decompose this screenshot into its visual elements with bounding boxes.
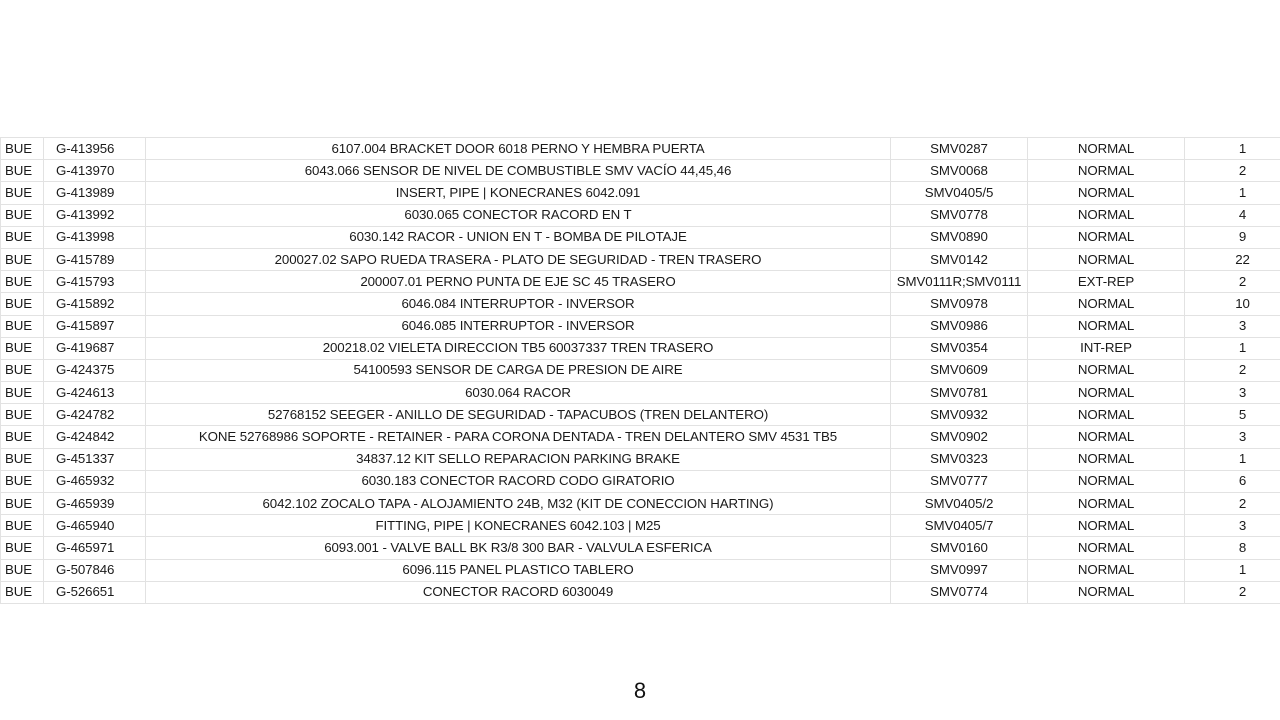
reference-cell: SMV0068 (891, 160, 1028, 182)
item-code-cell: G-424782 (44, 404, 146, 426)
table-row (1, 448, 1280, 470)
description-cell: 200218.02 VIELETA DIRECCION TB5 60037337 TREN TRASERO (146, 337, 891, 359)
quantity-cell: 2 (1185, 581, 1280, 603)
item-code-cell: G-415897 (44, 315, 146, 337)
description-cell: 6093.001 - VALVE BALL BK R3/8 300 BAR - VALVULA ESFERICA (146, 537, 891, 559)
type-cell: EXT-REP (1028, 271, 1185, 293)
branch-cell: BUE (1, 226, 44, 248)
branch-cell: BUE (1, 182, 44, 204)
type-cell: NORMAL (1028, 182, 1185, 204)
type-cell: NORMAL (1028, 204, 1185, 226)
reference-cell: SMV0354 (891, 337, 1028, 359)
quantity-cell: 22 (1185, 248, 1280, 270)
branch-cell: BUE (1, 248, 44, 270)
type-cell: NORMAL (1028, 581, 1185, 603)
type-cell: NORMAL (1028, 537, 1185, 559)
branch-cell: BUE (1, 293, 44, 315)
description-cell: INSERT, PIPE | KONECRANES 6042.091 (146, 182, 891, 204)
item-code-cell: G-465932 (44, 470, 146, 492)
page-number: 8 (633, 678, 647, 703)
reference-cell: SMV0287 (891, 138, 1028, 160)
branch-cell: BUE (1, 337, 44, 359)
reference-cell: SMV0778 (891, 204, 1028, 226)
description-cell: KONE 52768986 SOPORTE - RETAINER - PARA CORONA DENTADA - TREN DELANTERO SMV 4531 TB5 (146, 426, 891, 448)
table-row (1, 382, 1280, 404)
branch-cell: BUE (1, 537, 44, 559)
item-code-cell: G-465971 (44, 537, 146, 559)
branch-cell: BUE (1, 493, 44, 515)
description-cell: 52768152 SEEGER - ANILLO DE SEGURIDAD - TAPACUBOS (TREN DELANTERO) (146, 404, 891, 426)
table-row (1, 515, 1280, 537)
type-cell: NORMAL (1028, 293, 1185, 315)
type-cell: NORMAL (1028, 404, 1185, 426)
type-cell: NORMAL (1028, 426, 1185, 448)
branch-cell: BUE (1, 426, 44, 448)
type-cell: NORMAL (1028, 160, 1185, 182)
branch-cell: BUE (1, 160, 44, 182)
quantity-cell: 3 (1185, 382, 1280, 404)
quantity-cell: 4 (1185, 204, 1280, 226)
table-row (1, 470, 1280, 492)
item-code-cell: G-424613 (44, 382, 146, 404)
description-cell: 6030.065 CONECTOR RACORD EN T (146, 204, 891, 226)
quantity-cell: 2 (1185, 493, 1280, 515)
description-cell: 34837.12 KIT SELLO REPARACION PARKING BRAKE (146, 448, 891, 470)
branch-cell: BUE (1, 404, 44, 426)
branch-cell: BUE (1, 359, 44, 381)
quantity-cell: 2 (1185, 271, 1280, 293)
reference-cell: SMV0405/7 (891, 515, 1028, 537)
item-code-cell: G-465939 (44, 493, 146, 515)
parts-table (0, 137, 1280, 604)
quantity-cell: 1 (1185, 448, 1280, 470)
description-cell: 6042.102 ZOCALO TAPA - ALOJAMIENTO 24B, M32 (KIT DE CONECCION HARTING) (146, 493, 891, 515)
reference-cell: SMV0323 (891, 448, 1028, 470)
item-code-cell: G-419687 (44, 337, 146, 359)
table-row (1, 182, 1280, 204)
reference-cell: SMV0997 (891, 559, 1028, 581)
table-row (1, 315, 1280, 337)
branch-cell: BUE (1, 382, 44, 404)
reference-cell: SMV0405/5 (891, 182, 1028, 204)
type-cell: NORMAL (1028, 359, 1185, 381)
description-cell: 200007.01 PERNO PUNTA DE EJE SC 45 TRASERO (146, 271, 891, 293)
quantity-cell: 3 (1185, 426, 1280, 448)
branch-cell: BUE (1, 138, 44, 160)
quantity-cell: 1 (1185, 182, 1280, 204)
quantity-cell: 3 (1185, 515, 1280, 537)
type-cell: NORMAL (1028, 448, 1185, 470)
table-row (1, 559, 1280, 581)
description-cell: FITTING, PIPE | KONECRANES 6042.103 | M25 (146, 515, 891, 537)
item-code-cell: G-424842 (44, 426, 146, 448)
branch-cell: BUE (1, 581, 44, 603)
quantity-cell: 6 (1185, 470, 1280, 492)
table-row (1, 404, 1280, 426)
quantity-cell: 9 (1185, 226, 1280, 248)
reference-cell: SMV0902 (891, 426, 1028, 448)
type-cell: INT-REP (1028, 337, 1185, 359)
reference-cell: SMV0609 (891, 359, 1028, 381)
item-code-cell: G-413989 (44, 182, 146, 204)
quantity-cell: 1 (1185, 138, 1280, 160)
description-cell: 6030.142 RACOR - UNION EN T - BOMBA DE PILOTAJE (146, 226, 891, 248)
table-row (1, 426, 1280, 448)
reference-cell: SMV0777 (891, 470, 1028, 492)
item-code-cell: G-413970 (44, 160, 146, 182)
reference-cell: SMV0781 (891, 382, 1028, 404)
quantity-cell: 3 (1185, 315, 1280, 337)
reference-cell: SMV0111R;SMV0111 (891, 271, 1028, 293)
type-cell: NORMAL (1028, 515, 1185, 537)
item-code-cell: G-413956 (44, 138, 146, 160)
description-cell: 6043.066 SENSOR DE NIVEL DE COMBUSTIBLE SMV VACÍO 44,45,46 (146, 160, 891, 182)
description-cell: 6030.064 RACOR (146, 382, 891, 404)
table-row (1, 493, 1280, 515)
reference-cell: SMV0142 (891, 248, 1028, 270)
description-cell: 54100593 SENSOR DE CARGA DE PRESION DE AIRE (146, 359, 891, 381)
table-row (1, 537, 1280, 559)
branch-cell: BUE (1, 204, 44, 226)
reference-cell: SMV0890 (891, 226, 1028, 248)
table-row (1, 359, 1280, 381)
description-cell: 6107.004 BRACKET DOOR 6018 PERNO Y HEMBRA PUERTA (146, 138, 891, 160)
branch-cell: BUE (1, 448, 44, 470)
branch-cell: BUE (1, 515, 44, 537)
quantity-cell: 10 (1185, 293, 1280, 315)
reference-cell: SMV0405/2 (891, 493, 1028, 515)
type-cell: NORMAL (1028, 315, 1185, 337)
quantity-cell: 1 (1185, 337, 1280, 359)
item-code-cell: G-507846 (44, 559, 146, 581)
item-code-cell: G-415793 (44, 271, 146, 293)
branch-cell: BUE (1, 470, 44, 492)
quantity-cell: 2 (1185, 160, 1280, 182)
table-row (1, 581, 1280, 603)
item-code-cell: G-413992 (44, 204, 146, 226)
item-code-cell: G-415789 (44, 248, 146, 270)
table-row (1, 337, 1280, 359)
description-cell: 6030.183 CONECTOR RACORD CODO GIRATORIO (146, 470, 891, 492)
table-row (1, 138, 1280, 160)
type-cell: NORMAL (1028, 248, 1185, 270)
branch-cell: BUE (1, 315, 44, 337)
description-cell: 6046.084 INTERRUPTOR - INVERSOR (146, 293, 891, 315)
reference-cell: SMV0774 (891, 581, 1028, 603)
type-cell: NORMAL (1028, 470, 1185, 492)
table-row (1, 248, 1280, 270)
reference-cell: SMV0160 (891, 537, 1028, 559)
quantity-cell: 2 (1185, 359, 1280, 381)
type-cell: NORMAL (1028, 493, 1185, 515)
type-cell: NORMAL (1028, 138, 1185, 160)
reference-cell: SMV0932 (891, 404, 1028, 426)
item-code-cell: G-465940 (44, 515, 146, 537)
type-cell: NORMAL (1028, 559, 1185, 581)
item-code-cell: G-424375 (44, 359, 146, 381)
description-cell: CONECTOR RACORD 6030049 (146, 581, 891, 603)
branch-cell: BUE (1, 271, 44, 293)
table-row (1, 293, 1280, 315)
description-cell: 200027.02 SAPO RUEDA TRASERA - PLATO DE SEGURIDAD - TREN TRASERO (146, 248, 891, 270)
item-code-cell: G-451337 (44, 448, 146, 470)
item-code-cell: G-526651 (44, 581, 146, 603)
reference-cell: SMV0978 (891, 293, 1028, 315)
table-row (1, 271, 1280, 293)
quantity-cell: 5 (1185, 404, 1280, 426)
table-row (1, 160, 1280, 182)
table-row (1, 226, 1280, 248)
item-code-cell: G-415892 (44, 293, 146, 315)
description-cell: 6046.085 INTERRUPTOR - INVERSOR (146, 315, 891, 337)
quantity-cell: 8 (1185, 537, 1280, 559)
description-cell: 6096.115 PANEL PLASTICO TABLERO (146, 559, 891, 581)
type-cell: NORMAL (1028, 382, 1185, 404)
quantity-cell: 1 (1185, 559, 1280, 581)
table-row (1, 204, 1280, 226)
reference-cell: SMV0986 (891, 315, 1028, 337)
branch-cell: BUE (1, 559, 44, 581)
item-code-cell: G-413998 (44, 226, 146, 248)
type-cell: NORMAL (1028, 226, 1185, 248)
parts-table-body (1, 138, 1280, 604)
